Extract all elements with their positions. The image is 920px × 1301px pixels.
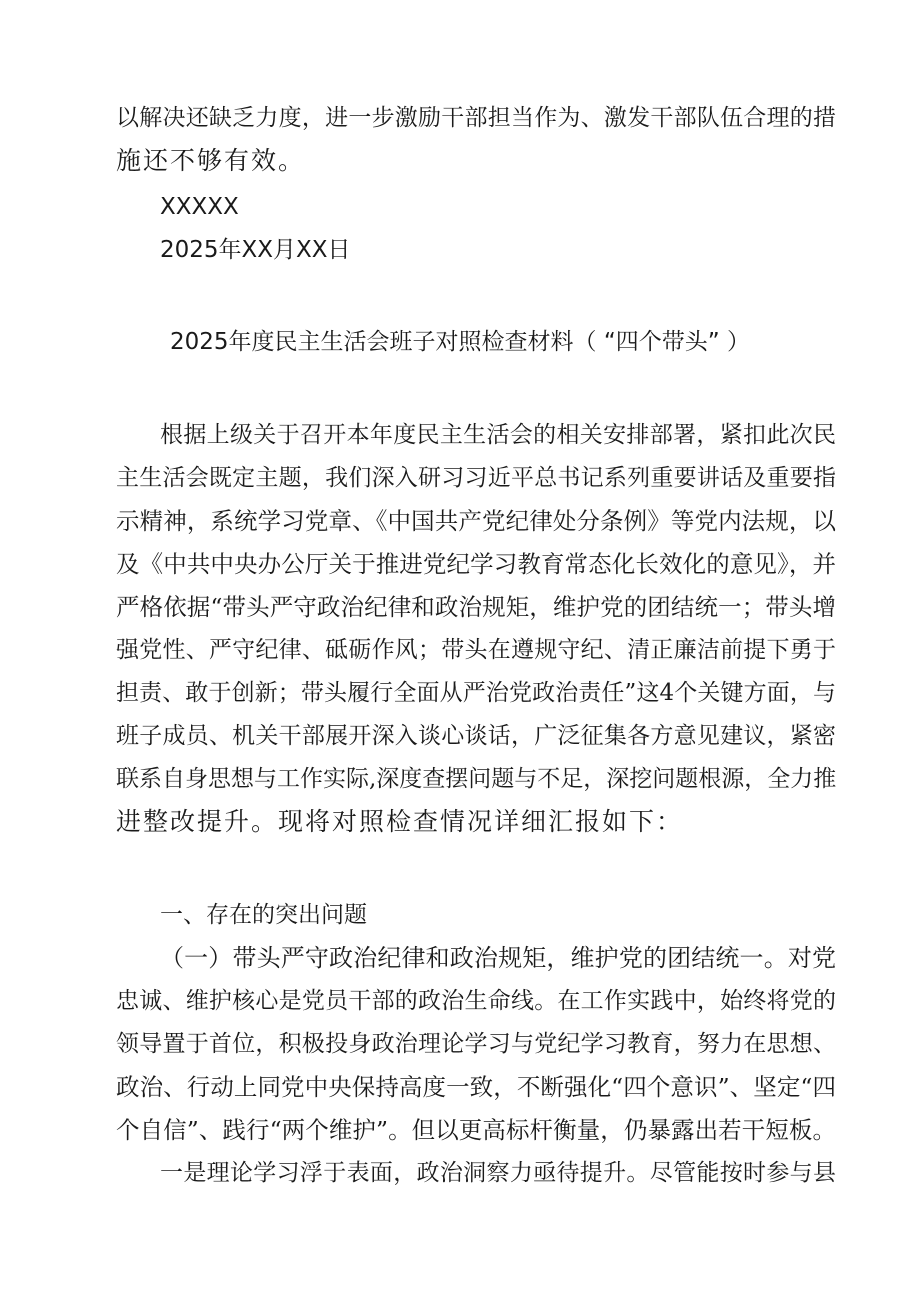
intro-line-8: 班子成员、机关干部展开深入谈心谈话，广泛征集各方意见建议，紧密 — [116, 723, 836, 749]
section-line-1: （一）带头严守政治纪律和政治规矩，维护党的团结统一。对党 — [160, 944, 836, 972]
intro-line-4: 及《中共中央办公厅关于推进党纪学习教育常态化长效化的意见》，并 — [116, 550, 836, 578]
intro-line-9: 联系自身思想与工作实际,深度查摆问题与不足，深挖问题根源，全力推 — [116, 766, 836, 792]
signature: XXXXX — [160, 194, 239, 220]
intro-line-6: 强党性、严守纪律、砥砺作风；带头在遵规守纪、清正廉洁前提下勇于 — [116, 637, 836, 663]
intro-line-10: 进整改提升。现将对照检查情况详细汇报如下： — [116, 807, 684, 836]
section-line-2: 忠诚、维护核心是党员干部的政治生命线。在工作实践中，始终将党的 — [116, 988, 836, 1014]
intro-line-2: 主生活会既定主题，我们深入研习习近平总书记系列重要讲话及重要指 — [116, 465, 836, 491]
signature-date: 2025年XX月XX日 — [160, 237, 351, 263]
intro-line-1: 根据上级关于召开本年度民主生活会的相关安排部署，紧扣此次民 — [160, 422, 836, 448]
intro-line-7: 担责、敢于创新；带头履行全面从严治党政治责任”这4个关键方面，与 — [116, 680, 836, 706]
section-line-3: 领导置于首位，积极投身政治理论学习与党纪学习教育，努力在思想、 — [116, 1031, 836, 1057]
intro-line-5: 严格依据“带头严守政治纪律和政治规矩，维护党的团结统一；带头增 — [116, 593, 836, 621]
document-title: 2025年度民主生活会班子对照检查材料（ “四个带头” ） — [170, 329, 750, 355]
closing-line-2: 施还不够有效。 — [116, 146, 306, 175]
intro-line-3: 示精神，系统学习党章、《中国共产党纪律处分条例》等党内法规，以 — [116, 507, 836, 535]
section-line-4: 政治、行动上同党中央保持高度一致，不断强化“四个意识”、坚定“四 — [116, 1073, 836, 1101]
section-heading: 一、存在的突出问题 — [160, 902, 367, 928]
section-line-5: 个自信”、践行“两个维护”。但以更高标杆衡量，仍暴露出若干短板。 — [116, 1116, 836, 1144]
section-line-6: 一是理论学习浮于表面，政治洞察力亟待提升。尽管能按时参与县 — [160, 1160, 836, 1186]
closing-line-1: 以解决还缺乏力度，进一步激励干部担当作为、激发干部队伍合理的措 — [116, 105, 836, 131]
